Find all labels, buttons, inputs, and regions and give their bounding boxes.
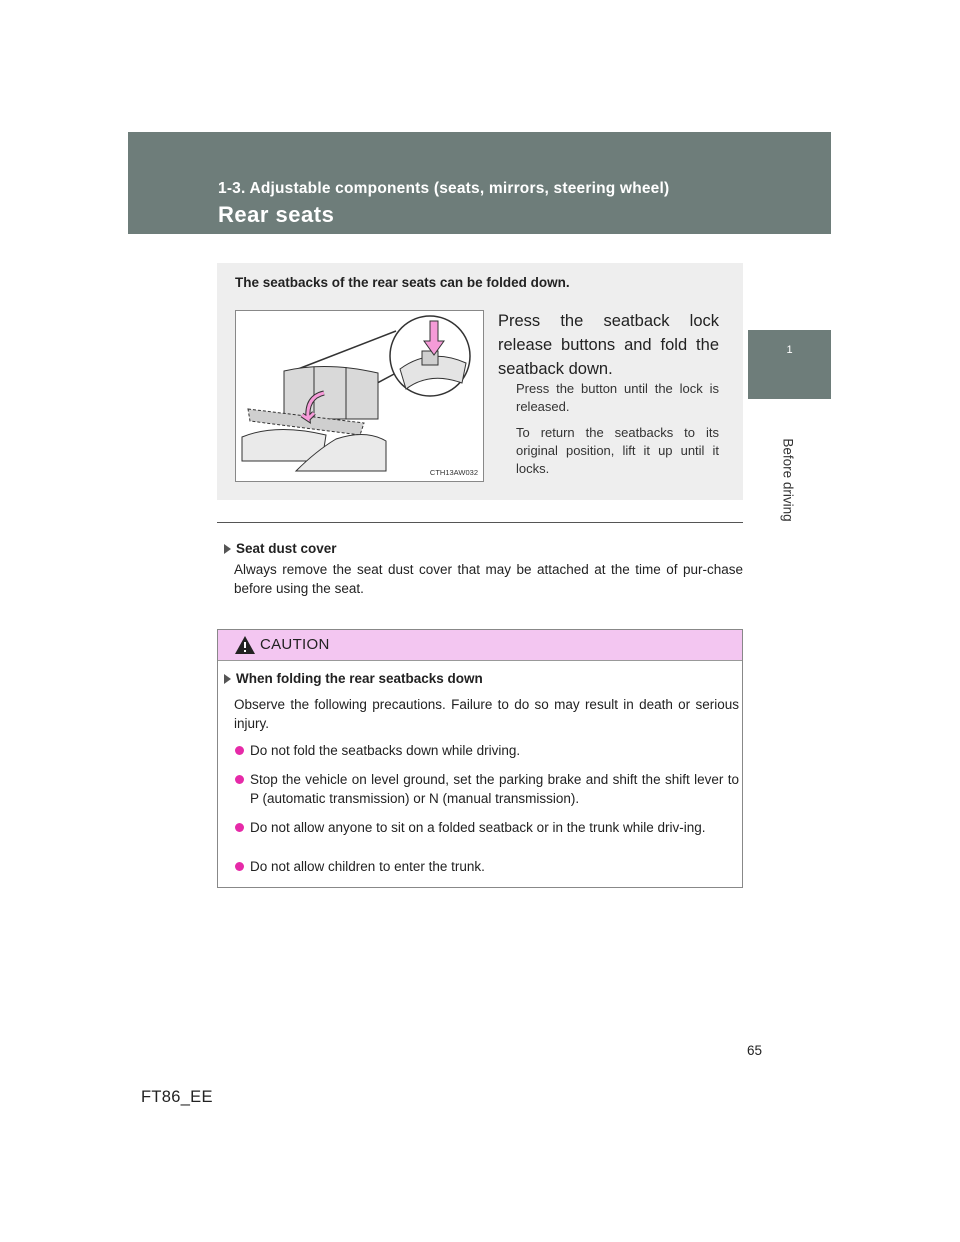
bullet-dot-icon xyxy=(235,862,244,871)
dust-cover-heading xyxy=(224,541,337,556)
bullet-dot-icon xyxy=(235,775,244,784)
dust-cover-title: Seat dust cover xyxy=(236,541,337,556)
caution-title: When folding the rear seatbacks down xyxy=(236,671,483,686)
caution-bullet xyxy=(234,770,739,808)
caution-box xyxy=(217,629,743,888)
caution-bullet xyxy=(234,741,739,760)
caution-bullet xyxy=(234,857,739,876)
figure-code: CTH13AW032 xyxy=(429,468,478,477)
bullet-dot-icon xyxy=(235,823,244,832)
caution-bullet-text: Do not fold the seatbacks down while driving. xyxy=(250,743,521,758)
triangle-bullet-icon xyxy=(224,674,231,684)
rear-seat-drawing xyxy=(236,311,483,481)
caution-header xyxy=(218,630,742,661)
warning-triangle-icon xyxy=(234,635,256,655)
seatback-illustration xyxy=(235,310,484,482)
step-note-2: To return the seatbacks to its original position, lift it up until it locks. xyxy=(516,425,719,476)
caution-text: Observe the following precautions. Failure to do so may result in death or serious injury. xyxy=(234,697,739,731)
caution-bullet-text: Do not allow anyone to sit on a folded seatback or in the trunk while driv-ing. xyxy=(250,820,706,835)
caution-heading xyxy=(224,671,483,686)
caution-label: CAUTION xyxy=(260,636,330,653)
caution-bullet xyxy=(234,818,739,837)
caution-bullet-text: Stop the vehicle on level ground, set the parking brake and shift the shift lever to P (automatic transmission) or N (manual transmission). xyxy=(250,772,739,806)
section-title: 1-3. Adjustable components (seats, mirrors, steering wheel) xyxy=(218,180,670,197)
bullet-dot-icon xyxy=(235,746,244,755)
section-divider xyxy=(217,522,743,523)
chapter-header xyxy=(128,132,831,234)
side-tab-label-text: Before driving xyxy=(780,438,796,522)
page-number: 65 xyxy=(747,1043,763,1058)
document-code: FT86_EE xyxy=(141,1088,213,1106)
dust-cover-text: Always remove the seat dust cover that may be attached at the time of pur-chase before using the seat. xyxy=(234,562,743,596)
side-tab-label xyxy=(768,420,808,540)
step-note-1: Press the button until the lock is released. xyxy=(516,381,719,414)
step-instruction: Press the seatback lock release buttons and fold the seatback down. xyxy=(498,312,719,378)
intro-box xyxy=(217,263,743,500)
intro-lead: The seatbacks of the rear seats can be folded down. xyxy=(235,275,570,290)
page-title: Rear seats xyxy=(218,202,335,227)
side-tab-number: 1 xyxy=(748,330,831,399)
caution-bullet-text: Do not allow children to enter the trunk. xyxy=(250,859,485,874)
triangle-bullet-icon xyxy=(224,544,231,554)
